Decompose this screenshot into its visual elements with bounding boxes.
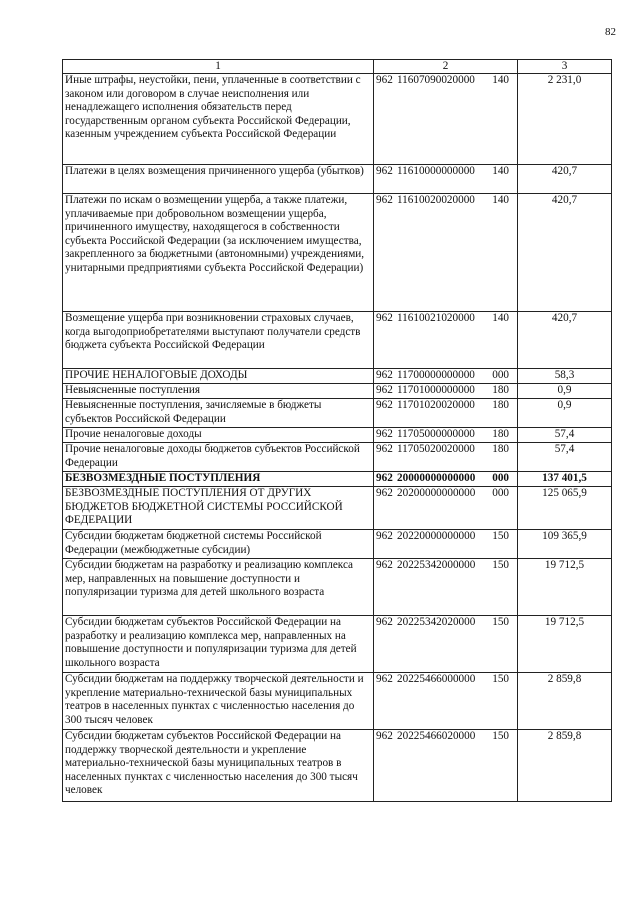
row-amount: 57,4	[518, 428, 612, 443]
table-row	[63, 428, 612, 443]
code-suffix: 000	[492, 369, 509, 381]
row-amount: 420,7	[518, 165, 612, 194]
table-row	[63, 312, 612, 369]
table-row	[63, 530, 612, 559]
admin-code: 962	[376, 530, 393, 542]
admin-code: 962	[376, 487, 393, 499]
row-description: Возмещение ущерба при возникновении страховых случаев, когда выгодоприобретателями выступают получатели средств бюджета субъекта Российской Федерации	[63, 312, 374, 369]
code-suffix: 180	[492, 428, 509, 440]
row-amount: 420,7	[518, 312, 612, 369]
admin-code: 962	[376, 616, 393, 628]
row-code	[374, 673, 518, 730]
table-row	[63, 443, 612, 472]
row-code	[374, 487, 518, 530]
code-suffix: 180	[492, 384, 509, 396]
code-suffix: 150	[492, 559, 509, 571]
row-description: БЕЗВОЗМЕЗДНЫЕ ПОСТУПЛЕНИЯ	[63, 472, 374, 487]
table-row	[63, 559, 612, 616]
row-code	[374, 194, 518, 312]
classification-code: 11705000000000	[397, 428, 475, 440]
table-row	[63, 616, 612, 673]
admin-code: 962	[376, 730, 393, 742]
row-description: Прочие неналоговые доходы бюджетов субъектов Российской Федерации	[63, 443, 374, 472]
code-suffix: 150	[492, 673, 509, 685]
row-code	[374, 730, 518, 802]
admin-code: 962	[376, 312, 393, 324]
row-description: ПРОЧИЕ НЕНАЛОГОВЫЕ ДОХОДЫ	[63, 369, 374, 384]
row-code	[374, 616, 518, 673]
row-description: Субсидии бюджетам субъектов Российской Федерации на разработку и реализацию комплекса мер, направленных на повышение доступности и популяризации туризма для детей школьного возраста	[63, 616, 374, 673]
table-row	[63, 165, 612, 194]
row-amount: 2 231,0	[518, 74, 612, 165]
classification-code: 20200000000000	[397, 487, 476, 499]
row-amount: 420,7	[518, 194, 612, 312]
classification-code: 20000000000000	[397, 472, 476, 484]
admin-code: 962	[376, 428, 393, 440]
classification-code: 20225466020000	[397, 730, 476, 742]
row-code	[374, 165, 518, 194]
code-suffix: 150	[492, 530, 509, 542]
row-description: БЕЗВОЗМЕЗДНЫЕ ПОСТУПЛЕНИЯ ОТ ДРУГИХ БЮДЖЕТОВ БЮДЖЕТНОЙ СИСТЕМЫ РОССИЙСКОЙ ФЕДЕРАЦИИ	[63, 487, 374, 530]
header-col-2: 2	[374, 60, 518, 74]
table-row	[63, 730, 612, 802]
classification-code: 11705020020000	[397, 443, 475, 455]
row-code	[374, 443, 518, 472]
admin-code: 962	[376, 443, 393, 455]
admin-code: 962	[376, 194, 393, 206]
header-col-3: 3	[518, 60, 612, 74]
admin-code: 962	[376, 399, 393, 411]
row-code	[374, 559, 518, 616]
code-suffix: 140	[492, 194, 509, 206]
row-amount: 125 065,9	[518, 487, 612, 530]
admin-code: 962	[376, 74, 393, 86]
table-row	[63, 194, 612, 312]
row-amount: 0,9	[518, 384, 612, 399]
row-amount: 0,9	[518, 399, 612, 428]
classification-code: 11610000000000	[397, 165, 475, 177]
row-amount: 19 712,5	[518, 559, 612, 616]
code-suffix: 180	[492, 399, 509, 411]
classification-code: 11607090020000	[397, 74, 475, 86]
revenue-table	[62, 59, 612, 802]
row-code	[374, 74, 518, 165]
code-suffix: 140	[492, 74, 509, 86]
table-row	[63, 673, 612, 730]
row-description: Прочие неналоговые доходы	[63, 428, 374, 443]
row-amount: 109 365,9	[518, 530, 612, 559]
table-header-row	[63, 60, 612, 74]
classification-code: 11701000000000	[397, 384, 475, 396]
classification-code: 11700000000000	[397, 369, 475, 381]
row-amount: 137 401,5	[518, 472, 612, 487]
classification-code: 20225342020000	[397, 616, 476, 628]
row-amount: 57,4	[518, 443, 612, 472]
row-code	[374, 312, 518, 369]
code-suffix: 000	[492, 472, 509, 484]
row-amount: 58,3	[518, 369, 612, 384]
table-row	[63, 472, 612, 487]
code-suffix: 140	[492, 312, 509, 324]
admin-code: 962	[376, 472, 393, 484]
row-description: Субсидии бюджетам бюджетной системы Российской Федерации (межбюджетные субсидии)	[63, 530, 374, 559]
row-code	[374, 472, 518, 487]
row-amount: 19 712,5	[518, 616, 612, 673]
row-description: Иные штрафы, неустойки, пени, уплаченные в соответствии с законом или договором в случае неисполнения или ненадлежащего исполнения обязательств перед государственным органом субъекта Российской Федерации, казенным учреждением субъекта Российской Федерации	[63, 74, 374, 165]
row-description: Платежи по искам о возмещении ущерба, а также платежи, уплачиваемые при добровольном возмещении ущерба, причиненного имуществу, находящегося в собственности субъекта Российской Федерации (за исключением имущества, закрепленного за бюджетными (автономными) учреждениями, унитарными предприятиями субъекта Российской Федерации)	[63, 194, 374, 312]
row-description: Субсидии бюджетам на разработку и реализацию комплекса мер, направленных на повышение доступности и популяризации туризма для детей школьного возраста	[63, 559, 374, 616]
table-row	[63, 74, 612, 165]
row-description: Субсидии бюджетам субъектов Российской Федерации на поддержку творческой деятельности и укрепление материально-технической базы муниципальных театров в населенных пунктах с численностью населения до 300 тысяч человек	[63, 730, 374, 802]
header-col-1: 1	[63, 60, 374, 74]
row-description: Невыясненные поступления, зачисляемые в бюджеты субъектов Российской Федерации	[63, 399, 374, 428]
classification-code: 11610020020000	[397, 194, 475, 206]
classification-code: 20225342000000	[397, 559, 476, 571]
row-amount: 2 859,8	[518, 730, 612, 802]
row-description: Платежи в целях возмещения причиненного ущерба (убытков)	[63, 165, 374, 194]
code-suffix: 140	[492, 165, 509, 177]
row-code	[374, 369, 518, 384]
page-number: 82	[605, 26, 616, 38]
row-code	[374, 428, 518, 443]
table-row	[63, 384, 612, 399]
code-suffix: 150	[492, 616, 509, 628]
row-description: Субсидии бюджетам на поддержку творческой деятельности и укрепление материально-технической базы муниципальных театров в населенных пунктах с численностью населения до 300 тысяч человек	[63, 673, 374, 730]
table-row	[63, 369, 612, 384]
row-amount: 2 859,8	[518, 673, 612, 730]
admin-code: 962	[376, 384, 393, 396]
row-code	[374, 384, 518, 399]
admin-code: 962	[376, 559, 393, 571]
row-description: Невыясненные поступления	[63, 384, 374, 399]
table-row	[63, 487, 612, 530]
code-suffix: 000	[492, 487, 509, 499]
classification-code: 20225466000000	[397, 673, 476, 685]
classification-code: 11701020020000	[397, 399, 475, 411]
code-suffix: 150	[492, 730, 509, 742]
classification-code: 11610021020000	[397, 312, 475, 324]
row-code	[374, 399, 518, 428]
classification-code: 20220000000000	[397, 530, 476, 542]
admin-code: 962	[376, 369, 393, 381]
code-suffix: 180	[492, 443, 509, 455]
admin-code: 962	[376, 673, 393, 685]
table-row	[63, 399, 612, 428]
row-code	[374, 530, 518, 559]
admin-code: 962	[376, 165, 393, 177]
